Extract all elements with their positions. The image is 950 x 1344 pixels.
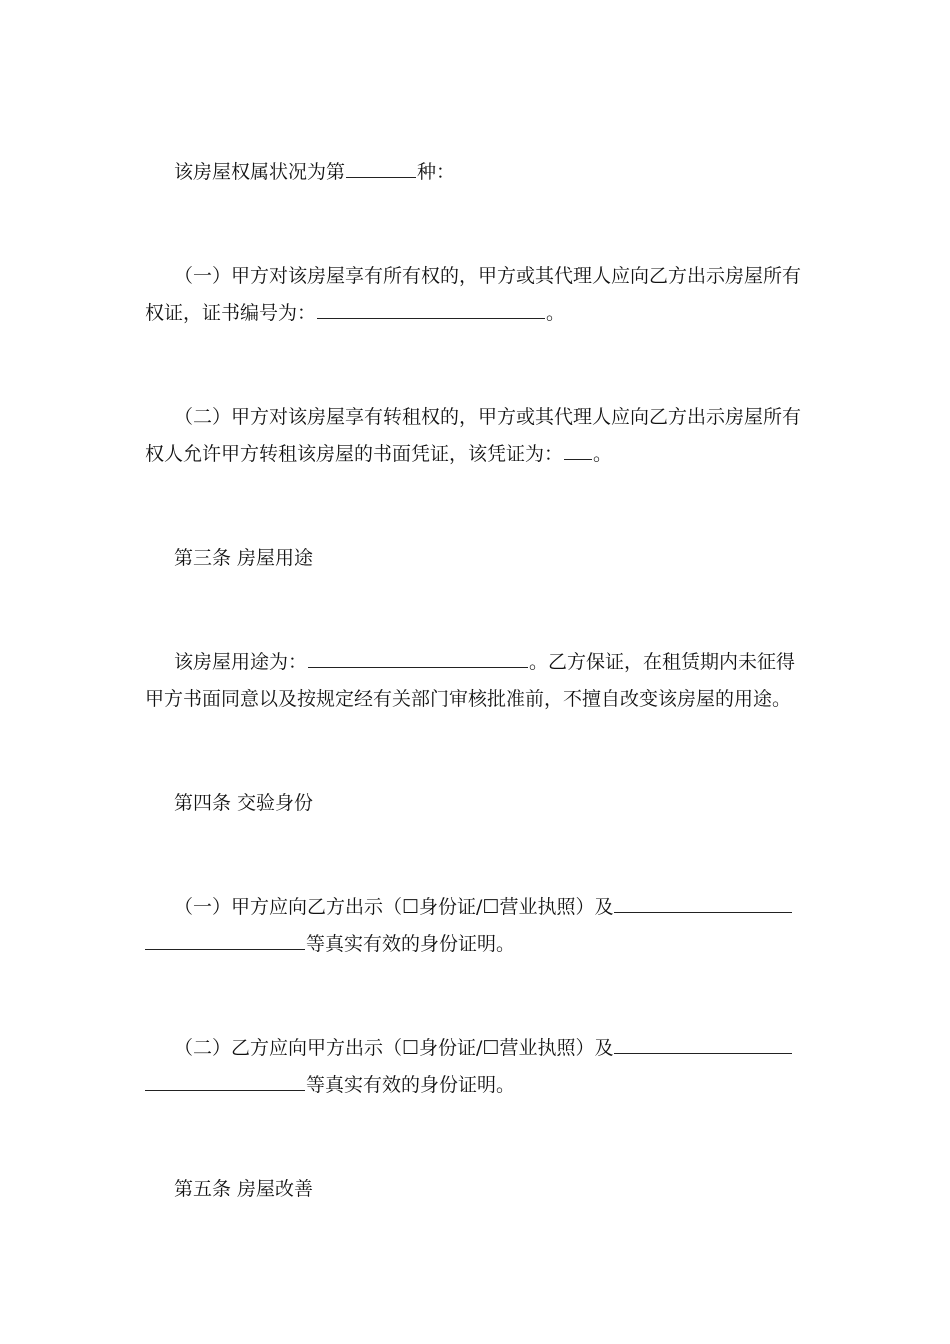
ownership-two-line2 [145, 442, 612, 466]
identity-one-blank-a [614, 896, 792, 913]
sublease-certificate-label: 权人允许甲方转租该房屋的书面凭证，该凭证为： [145, 443, 564, 465]
certificate-number-label: 权证，证书编号为： [145, 302, 317, 324]
identity-two-line1 [174, 1036, 793, 1060]
sublease-certificate-suffix: 。 [593, 443, 613, 465]
identity-one-suffix: 等真实有效的身份证明。 [306, 933, 516, 955]
ownership-status-suffix: 种： [417, 161, 456, 183]
certificate-number-suffix: 。 [546, 302, 566, 324]
sublease-certificate-blank [564, 443, 592, 460]
ownership-two-line1: （二）甲方对该房屋享有转租权的，甲方或其代理人应向乙方出示房屋所有 [174, 406, 802, 428]
identity-one-line2 [145, 932, 515, 956]
identity-one-blank-b [145, 933, 305, 950]
article-five-heading: 第五条 房屋改善 [174, 1178, 314, 1200]
usage-line1 [174, 650, 795, 674]
article-four-heading: 第四条 交验身份 [174, 792, 314, 814]
identity-two-text: （二）乙方应向甲方出示（☐身份证/☐营业执照）及 [174, 1037, 614, 1059]
usage-line2: 甲方书面同意以及按规定经有关部门审核批准前，不擅自改变该房屋的用途。 [145, 688, 792, 710]
usage-guarantee-text: 。乙方保证，在租赁期内未征得 [529, 651, 796, 673]
ownership-one-line1: （一）甲方对该房屋享有所有权的，甲方或其代理人应向乙方出示房屋所有 [174, 265, 802, 287]
identity-one-text: （一）甲方应向乙方出示（☐身份证/☐营业执照）及 [174, 896, 614, 918]
ownership-one-line2 [145, 301, 565, 325]
identity-two-suffix: 等真实有效的身份证明。 [306, 1074, 516, 1096]
identity-two-blank-a [614, 1037, 792, 1054]
identity-two-blank-b [145, 1074, 305, 1091]
ownership-status-line [174, 160, 455, 184]
usage-blank [308, 651, 528, 668]
identity-one-line1 [174, 895, 793, 919]
usage-label: 该房屋用途为： [174, 651, 308, 673]
identity-two-line2 [145, 1073, 515, 1097]
certificate-number-blank [317, 302, 545, 319]
ownership-type-blank [346, 161, 416, 178]
ownership-status-prefix: 该房屋权属状况为第 [174, 161, 346, 183]
article-three-heading: 第三条 房屋用途 [174, 547, 314, 569]
